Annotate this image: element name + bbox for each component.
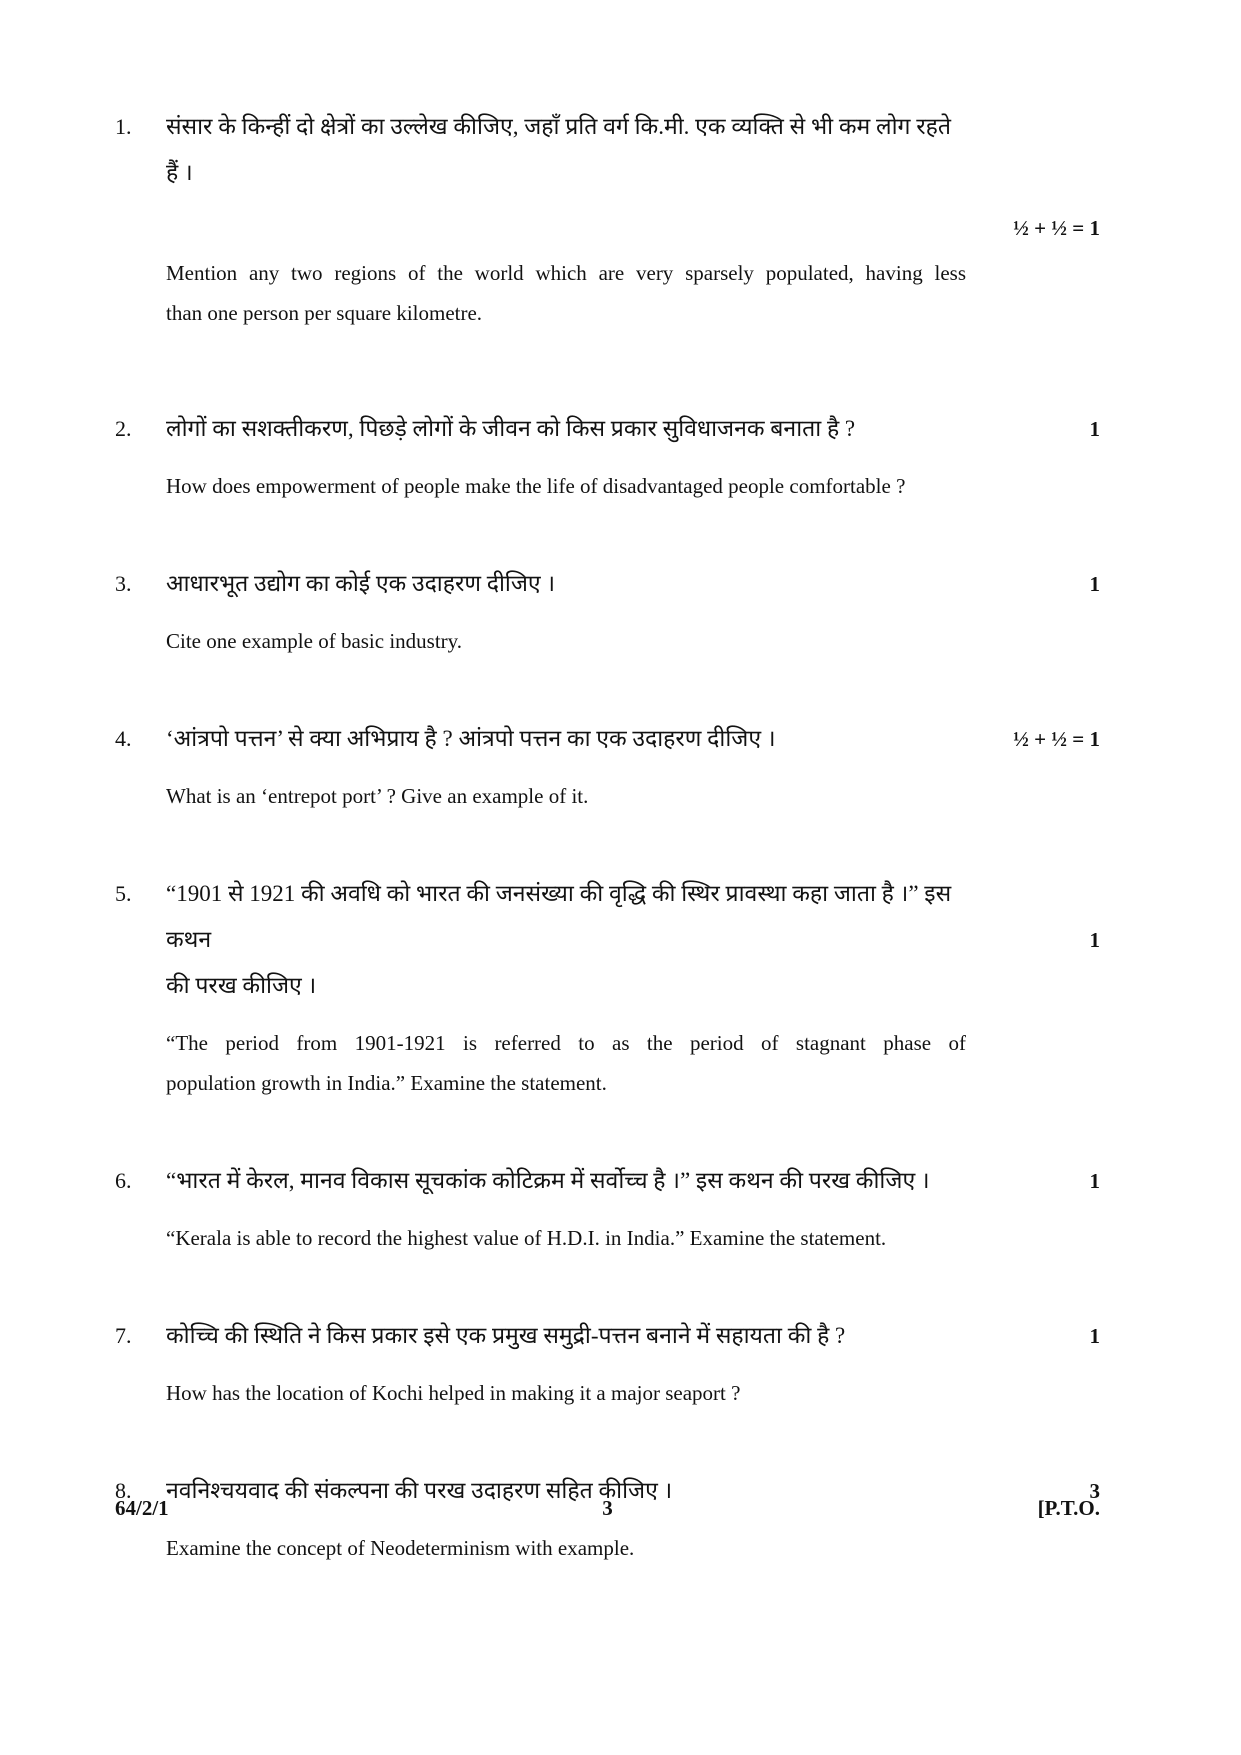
- question-2-english: [166, 466, 966, 506]
- question-1-hindi: संसार के किन्हीं दो क्षेत्रों का उल्लेख कीजिए, जहाँ प्रति वर्ग कि.मी. एक व्यक्ति से भी कम लोग रहते हैं ।: [166, 114, 951, 185]
- question-5-english-line-2: population growth in India.” Examine the statement.: [166, 1071, 607, 1095]
- question-3-hindi: आधारभूत उद्योग का कोई एक उदाहरण दीजिए ।: [166, 571, 556, 596]
- question-6-marks: 1: [1089, 1169, 1100, 1193]
- question-2-hindi: लोगों का सशक्तीकरण, पिछड़े लोगों के जीवन को किस प्रकार सुविधाजनक बनाता है ?: [166, 416, 856, 441]
- question-5: [115, 871, 1100, 1103]
- question-8-english-line-1: Examine the concept of Neodeterminism with example.: [166, 1536, 635, 1560]
- question-5-hindi: [166, 871, 966, 1009]
- question-2-number: 2.: [115, 416, 132, 441]
- question-7-english-line-1: How has the location of Kochi helped in making it a major seaport ?: [166, 1381, 741, 1405]
- question-2: [115, 406, 1100, 506]
- question-1-marks: ½ + ½ = 1: [1013, 216, 1100, 240]
- question-3-text: [166, 561, 966, 661]
- question-6-hindi: “भारत में केरल, मानव विकास सूचकांक कोटिक्रम में सर्वोच्च है ।” इस कथन की परख कीजिए ।: [166, 1168, 930, 1193]
- question-4-number: 4.: [115, 726, 132, 751]
- question-4-hindi: ‘आंत्रपो पत्तन’ से क्या अभिप्राय है ? आंत्रपो पत्तन का एक उदाहरण दीजिए ।: [166, 726, 776, 751]
- question-3-marks: 1: [1089, 572, 1100, 596]
- footer-paper-code: 64/2/1: [115, 1496, 169, 1520]
- question-3-number: 3.: [115, 571, 132, 596]
- question-1-english-line-2: than one person per square kilometre.: [166, 301, 483, 325]
- question-8-english: [166, 1528, 966, 1568]
- page-footer: [115, 1496, 1100, 1521]
- question-3: [115, 561, 1100, 661]
- question-4-english-line-1: What is an ‘entrepot port’ ? Give an example of it.: [166, 784, 589, 808]
- question-4-english: [166, 776, 966, 816]
- question-7-text: [166, 1313, 966, 1413]
- question-1-english: [166, 253, 966, 333]
- question-6-text: [166, 1158, 966, 1258]
- footer-page-number: 3: [602, 1496, 613, 1520]
- question-3-english-line-1: Cite one example of basic industry.: [166, 629, 463, 653]
- question-1-english-line-1: Mention any two regions of the world which are very sparsely populated, having less: [166, 261, 966, 285]
- question-6-number: 6.: [115, 1168, 132, 1193]
- question-4-marks: ½ + ½ = 1: [1013, 727, 1100, 751]
- question-7-english: [166, 1373, 966, 1413]
- question-5-english-line-1: “The period from 1901-1921 is referred to as the period of stagnant phase of: [166, 1031, 966, 1055]
- question-7: [115, 1313, 1100, 1413]
- question-1-number: 1.: [115, 114, 132, 139]
- question-1-text: [166, 104, 1100, 333]
- question-5-number: 5.: [115, 881, 132, 906]
- question-8-marks: 3: [1089, 1479, 1100, 1503]
- question-4-text: [166, 716, 966, 816]
- question-8-hindi: नवनिश्चयवाद की संकल्पना की परख उदाहरण सहित कीजिए ।: [166, 1478, 673, 1503]
- question-6-english-line-1: “Kerala is able to record the highest value of H.D.I. in India.” Examine the statement.: [166, 1226, 887, 1250]
- question-5-marks: 1: [1089, 928, 1100, 952]
- question-5-hindi-line-1: “1901 से 1921 की अवधि को भारत की जनसंख्या की वृद्धि की स्थिर प्रावस्था कहा जाता है ।” इस कथन: [166, 881, 952, 952]
- question-2-marks: 1: [1089, 417, 1100, 441]
- question-5-hindi-line-2: की परख कीजिए ।: [166, 973, 317, 998]
- question-4: [115, 716, 1100, 816]
- footer-pto-label: [P.T.O.: [1037, 1496, 1100, 1520]
- question-6: [115, 1158, 1100, 1258]
- question-8-number: 8.: [115, 1478, 132, 1503]
- question-2-text: [166, 406, 966, 506]
- question-5-english: [166, 1023, 966, 1103]
- question-7-marks: 1: [1089, 1324, 1100, 1348]
- question-7-hindi: कोच्चि की स्थिति ने किस प्रकार इसे एक प्रमुख समुद्री-पत्तन बनाने में सहायता की है ?: [166, 1323, 846, 1348]
- question-7-number: 7.: [115, 1323, 132, 1348]
- question-2-english-line-1: How does empowerment of people make the life of disadvantaged people comfortable ?: [166, 474, 906, 498]
- question-3-english: [166, 621, 966, 661]
- question-6-english: [166, 1218, 966, 1258]
- question-1: [115, 104, 1100, 333]
- question-5-text: [166, 871, 966, 1103]
